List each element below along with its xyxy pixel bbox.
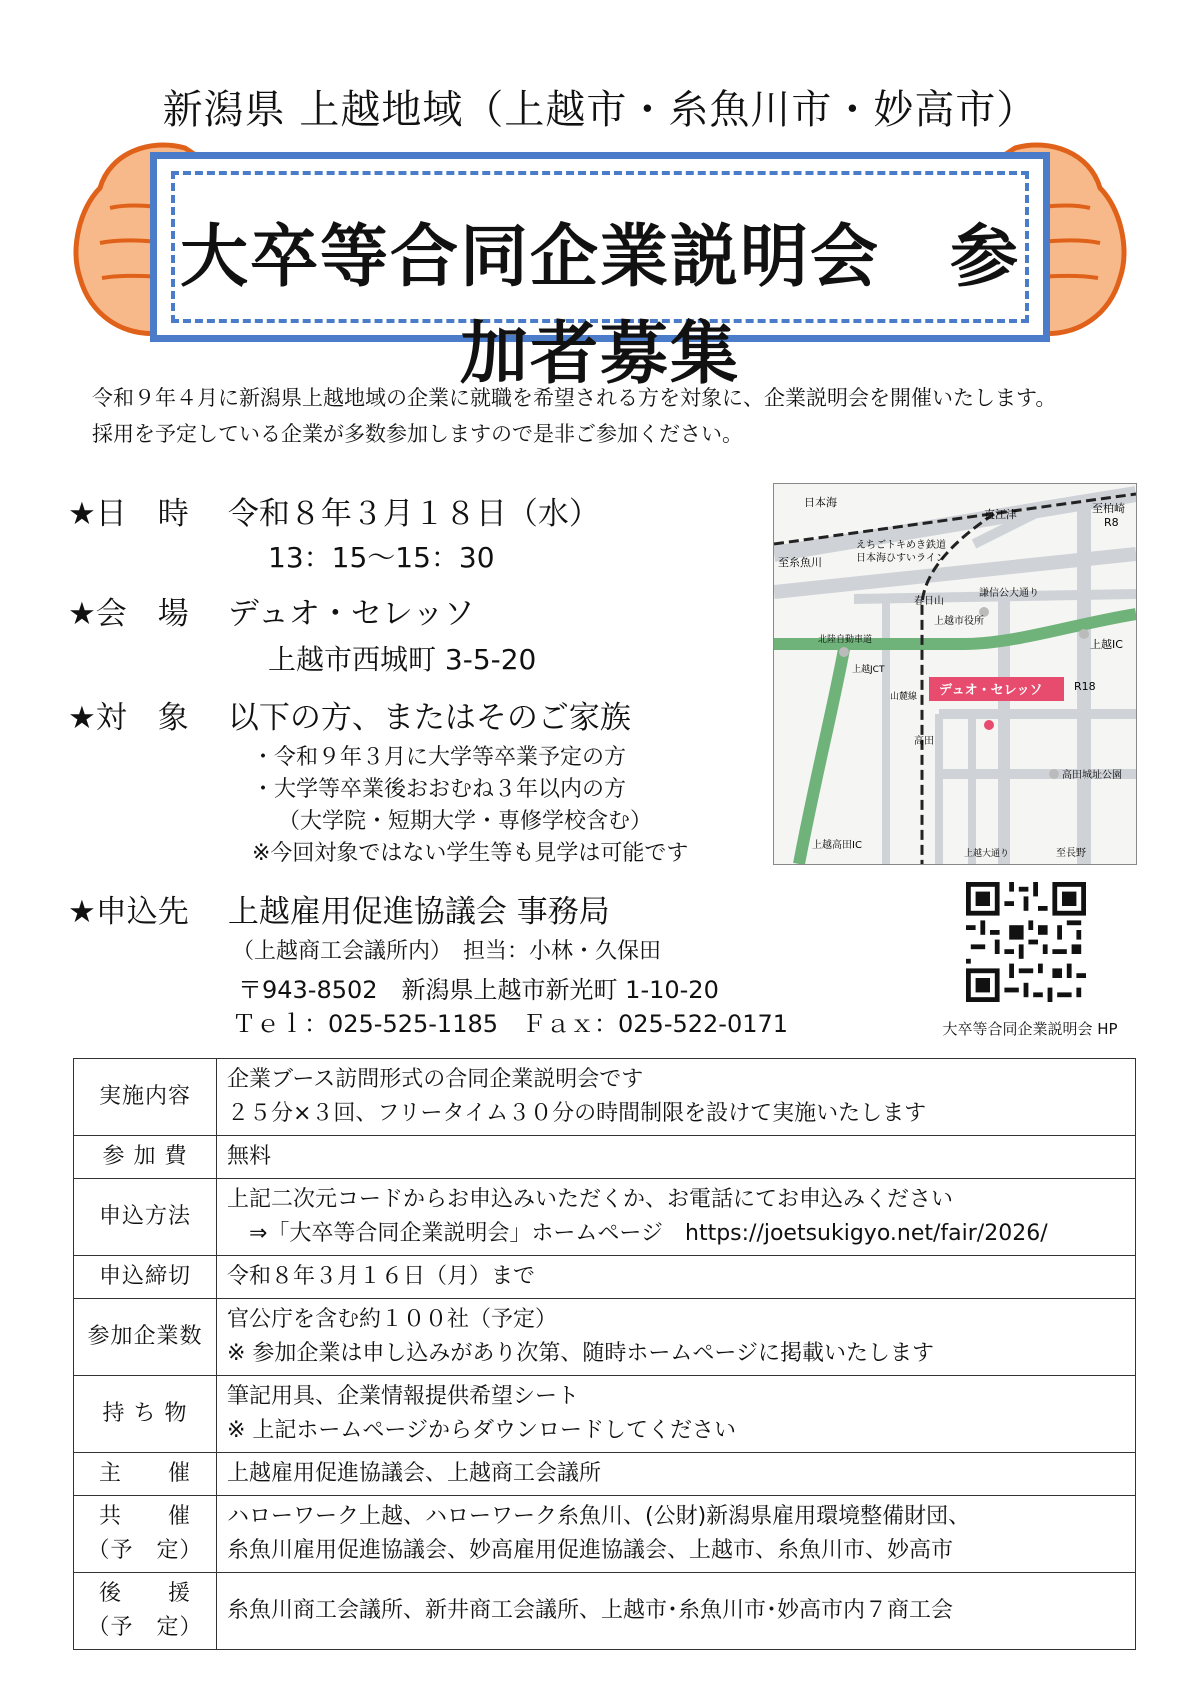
table-value-line: 糸魚川雇用促進協議会、妙高雇用促進協議会、上越市、糸魚川市、妙高市 (227, 1538, 954, 1563)
table-row (74, 1453, 1136, 1496)
table-value-line: ※ 参加企業は申し込みがあり次第、随時ホームページに掲載いたします (227, 1341, 934, 1366)
venue-address: 上越市西城町 3-5-20 (268, 643, 537, 676)
datetime-time: 13：15～15：30 (268, 541, 495, 574)
map-label-joetsu-odori: 上越大通り (964, 849, 1010, 859)
table-value-line: 無料 (227, 1144, 272, 1169)
table-key (74, 1573, 217, 1650)
table-value-line: 官公庁を含む約１００社（予定） (227, 1307, 558, 1332)
table-key (74, 1179, 217, 1256)
venue-label: ★会 場 (68, 596, 189, 632)
table-key-text: 参 加 費 (102, 1144, 188, 1169)
table-value (217, 1299, 1136, 1376)
contact-address: 〒943-8502 新潟県上越市新光町 1-10-20 (238, 976, 719, 1004)
table-value (217, 1496, 1136, 1573)
title-banner (150, 152, 1050, 394)
map-label-kenshin: 謙信公大通り (979, 588, 1039, 599)
table-key-text: 主 催 (98, 1461, 191, 1486)
table-key (74, 1376, 217, 1453)
map-label-venue: デュオ・セレッソ (939, 683, 1043, 698)
table-value-line: 糸魚川商工会議所、新井商工会議所、上越市･糸魚川市･妙高市内７商工会 (227, 1598, 954, 1623)
table-key (74, 1059, 217, 1136)
map-label-sanyo: 山麓線 (890, 692, 918, 702)
banner-title: 大卒等合同企業説明会 参加者募集 (179, 218, 1020, 394)
table-key-text: 持 ち 物 (102, 1401, 188, 1426)
venue-name: デュオ・セレッソ (227, 596, 475, 632)
map-label-to-itoigawa: 至糸魚川 (778, 556, 822, 569)
datetime-row (68, 488, 600, 533)
table-key (74, 1496, 217, 1573)
map-label-r18: R18 (1074, 680, 1096, 693)
table-key (74, 1136, 217, 1179)
qr-code[interactable] (966, 882, 1086, 1002)
table-value-line: 上越雇用促進協議会、上越商工会議所 (227, 1461, 602, 1486)
map-label-to-kashiwazaki: 至柏崎 (1092, 502, 1125, 515)
map-label-rail1: えちごトキめき鉄道 (856, 540, 946, 551)
table-value (217, 1059, 1136, 1136)
map-label-hokuriku: 北陸自動車道 (818, 635, 873, 645)
table-row (74, 1136, 1136, 1179)
table-key-text: 後 援 （予 定） (87, 1581, 203, 1640)
table-key (74, 1256, 217, 1299)
table-value (217, 1179, 1136, 1256)
datetime-label: ★日 時 (68, 496, 189, 532)
target-item: ・大学等卒業後おおむね３年以内の方 (252, 777, 627, 802)
table-row (74, 1573, 1136, 1650)
table-value (217, 1256, 1136, 1299)
table-key-text: 参加企業数 (87, 1324, 203, 1349)
table-key-text: 共 催 （予 定） (87, 1504, 203, 1563)
table-key-text: 実施内容 (98, 1084, 191, 1109)
contact-row (68, 886, 610, 931)
target-item: （大学院・短期大学・専修学校含む） (278, 809, 653, 834)
target-item: ※今回対象ではない学生等も見学は可能です (252, 841, 689, 866)
contact-label: ★申込先 (68, 894, 189, 930)
table-value-line: 令和８年３月１６日（月）まで (227, 1264, 536, 1289)
table-row (74, 1059, 1136, 1136)
table-value-line: ※ 上記ホームページからダウンロードしてください (227, 1418, 736, 1443)
map-label-sea: 日本海 (804, 496, 837, 509)
contact-org: 上越雇用促進協議会 事務局 (227, 894, 610, 930)
table-value (217, 1376, 1136, 1453)
table-row (74, 1376, 1136, 1453)
table-value-line: ⇒「大卒等合同企業説明会」ホームページ https://joetsukigyo.net/fair/2026/ (227, 1221, 1048, 1246)
target-value: 以下の方、またはそのご家族 (227, 700, 631, 736)
map-svg (774, 484, 1136, 864)
table-value-line: ハローワーク上越、ハローワーク糸魚川、(公財)新潟県雇用環境整備財団、 (227, 1504, 971, 1529)
table-row (74, 1299, 1136, 1376)
table-value (217, 1453, 1136, 1496)
map-label-takada-ic: 上越高田IC (812, 840, 862, 851)
qr-caption: 大卒等合同企業説明会 HP (942, 1020, 1118, 1038)
info-table (73, 1058, 1136, 1650)
subtitle: 新潟県 上越地域（上越市・糸魚川市・妙高市） (162, 87, 1038, 133)
target-row (68, 692, 631, 737)
venue-row (68, 588, 475, 633)
contact-telfax: Ｔｅｌ：025-525-1185 Ｆａｘ：025-522-0171 (232, 1010, 789, 1038)
map-label-takada: 高田 (914, 736, 934, 747)
table-row (74, 1256, 1136, 1299)
table-key-text: 申込方法 (98, 1204, 191, 1229)
contact-dept: （上越商工会議所内） 担当：小林・久保田 (232, 939, 662, 964)
map-label-naoetsu: 直江津 (984, 508, 1017, 521)
table-row (74, 1496, 1136, 1573)
table-row (74, 1179, 1136, 1256)
table-value-line: 上記二次元コードからお申込みいただくか、お電話にてお申込みください (227, 1187, 954, 1212)
map-label-r8: R8 (1104, 516, 1119, 529)
map-label-rail1b: 日本海ひすいライン (856, 553, 946, 564)
intro-line: 令和９年４月に新潟県上越地域の企業に就職を希望される方を対象に、企業説明会を開催いたします。 (92, 386, 1057, 410)
table-key (74, 1453, 217, 1496)
map-label-to-nagano: 至長野 (1056, 848, 1086, 859)
intro-text (92, 380, 1122, 452)
table-key-text: 申込締切 (98, 1264, 191, 1289)
target-label: ★対 象 (68, 700, 189, 736)
access-map (773, 483, 1137, 865)
table-value-line: 企業ブース訪問形式の合同企業説明会です (227, 1067, 644, 1092)
intro-line: 採用を予定している企業が多数参加しますので是非ご参加ください。 (92, 422, 743, 446)
table-key (74, 1299, 217, 1376)
table-value-line: 筆記用具、企業情報提供希望シート (227, 1384, 580, 1409)
target-item: ・令和９年３月に大学等卒業予定の方 (252, 745, 627, 770)
map-label-kasugayama: 春日山 (914, 596, 944, 607)
map-label-joetsu-ic: 上越IC (1090, 638, 1123, 651)
map-label-city-hall: 上越市役所 (934, 616, 984, 627)
table-value (217, 1573, 1136, 1650)
map-label-joetsu-jct: 上越JCT (852, 665, 885, 675)
map-label-castle: 高田城址公園 (1062, 770, 1122, 781)
datetime-date: 令和８年３月１８日（水） (227, 496, 600, 532)
table-value-line: ２５分×３回、フリータイム３０分の時間制限を設けて実施いたします (227, 1101, 927, 1126)
table-value (217, 1136, 1136, 1179)
